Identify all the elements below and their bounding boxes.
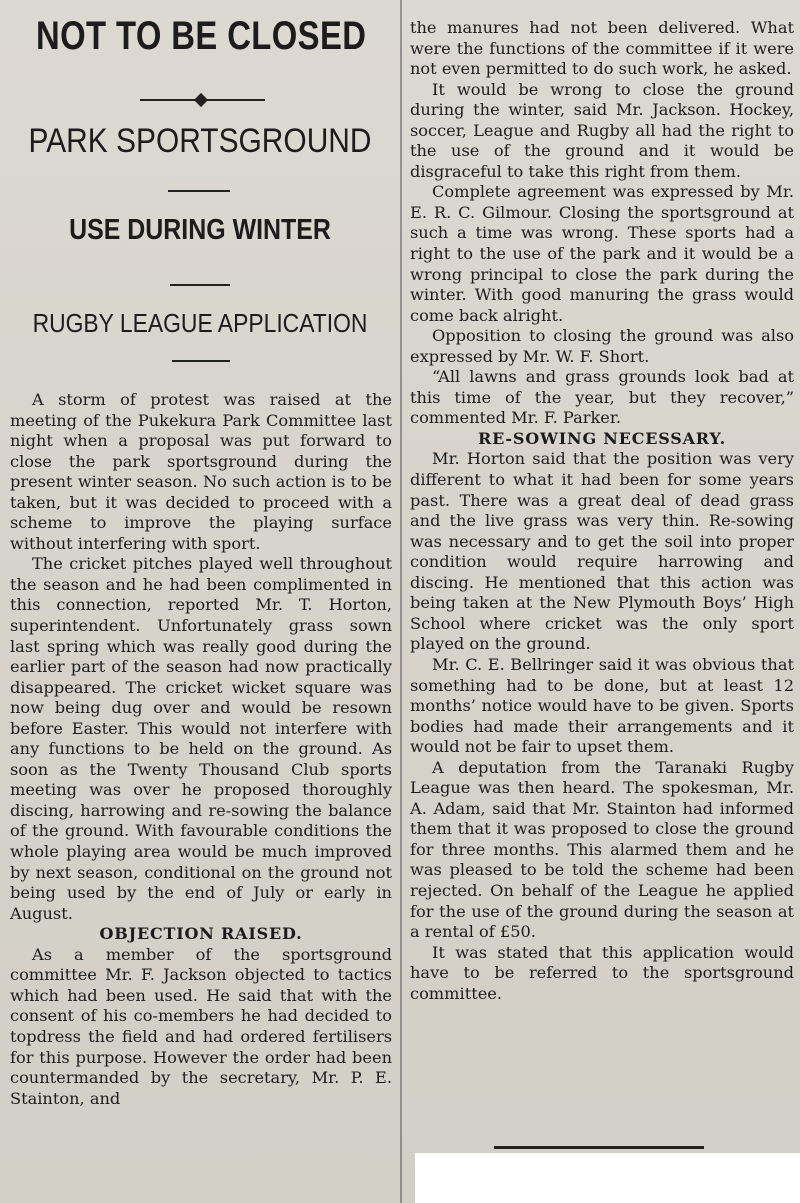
column-divider bbox=[400, 0, 402, 1203]
paragraph: A deputation from the Taranaki Rugby League was then heard. The spokesman, Mr. A. Adam, said that Mr. Stainton had informed them that it was proposed to close the ground for three months. This alarmed them and he was pleased to be told the scheme had been rejected. On behalf of the League he applied for the use of the ground during the season at a rental of £50. bbox=[410, 757, 794, 942]
end-of-article-rule bbox=[494, 1146, 704, 1149]
ornamental-rule bbox=[140, 99, 265, 101]
short-rule bbox=[172, 360, 230, 362]
paragraph: A storm of protest was raised at the meeting of the Pukekura Park Committee last night when a proposal was put forward to close the park sportsground during the present winter season. No such action is to be taken, but it was decided to proceed with a scheme to improve the playing surface without interfering with sport. bbox=[10, 390, 392, 553]
paragraph: Opposition to closing the ground was also expressed by Mr. W. F. Short. bbox=[410, 326, 794, 366]
headline-secondary: PARK SPORTSGROUND bbox=[28, 122, 372, 160]
paragraph: “All lawns and grass grounds look bad at this time of the year, but they recover,” commented Mr. F. Parker. bbox=[410, 367, 794, 428]
blank-area bbox=[415, 1153, 800, 1203]
paragraph-continuation: the manures had not been delivered. What were the functions of the committee if it were not even permitted to do such work, he asked. bbox=[410, 18, 794, 79]
left-column-body bbox=[10, 390, 392, 1109]
subheading: OBJECTION RAISED. bbox=[99, 924, 303, 944]
right-column-body bbox=[410, 18, 794, 1004]
headline-main: NOT TO BE CLOSED bbox=[36, 14, 367, 58]
paragraph: Mr. C. E. Bellringer said it was obvious that something had to be done, but at least 12 months’ notice would have to be given. Sports bodies had made their arrangements and it would not be fair to upset them. bbox=[410, 654, 794, 757]
paragraph: The cricket pitches played well throughout the season and he had been complimented in this connection, reported Mr. T. Horton, superintendent. Unfortunately grass sown last spring which was really good during the earlier part of the season had now practically disappeared. The cricket wicket square was now being dug over and would be resown before Easter. This would not interfere with any functions to be held on the ground. As soon as the Twenty Thousand Club sports meeting was over he proposed thoroughly discing, harrowing and re-sowing the balance of the ground. With favourable conditions the whole playing area would be much improved by next season, conditional on the ground not being used by the end of July or early in August. bbox=[10, 554, 392, 923]
headline-deck: USE DURING WINTER bbox=[69, 214, 331, 246]
paragraph: Mr. Horton said that the position was very different to what it had been for some years past. There was a great deal of dead grass and the live grass was very thin. Re-sowing was necessary and to get the soil into proper condition would require harrowing and discing. He mentioned that this action was being taken at the New Plymouth Boys’ High School where cricket was the only sport played on the ground. bbox=[410, 449, 794, 654]
short-rule bbox=[168, 190, 230, 192]
headline-subdeck: RUGBY LEAGUE APPLICATION bbox=[32, 308, 368, 338]
paragraph: As a member of the sportsground committee Mr. F. Jackson objected to tactics which had been used. He said that with the consent of his co-members he had decided to topdress the field and had ordered fertilisers for this purpose. However the order had been countermanded by the secretary, Mr. P. E. Stainton, and bbox=[10, 944, 392, 1108]
short-rule bbox=[170, 284, 230, 286]
paragraph: It would be wrong to close the ground during the winter, said Mr. Jackson. Hockey, soccer, League and Rugby all had the right to the use of the ground and it would be disgraceful to take this right from them. bbox=[410, 79, 794, 181]
paragraph: It was stated that this application would have to be referred to the sportsground committee. bbox=[410, 942, 794, 1003]
paragraph: Complete agreement was expressed by Mr. E. R. C. Gilmour. Closing the sportsground at such a time was wrong. These sports had a right to the use of the park and it would be a wrong principal to close the park during the winter. With good manuring the grass would come back alright. bbox=[410, 182, 794, 325]
subheading: RE-SOWING NECESSARY. bbox=[478, 428, 726, 448]
